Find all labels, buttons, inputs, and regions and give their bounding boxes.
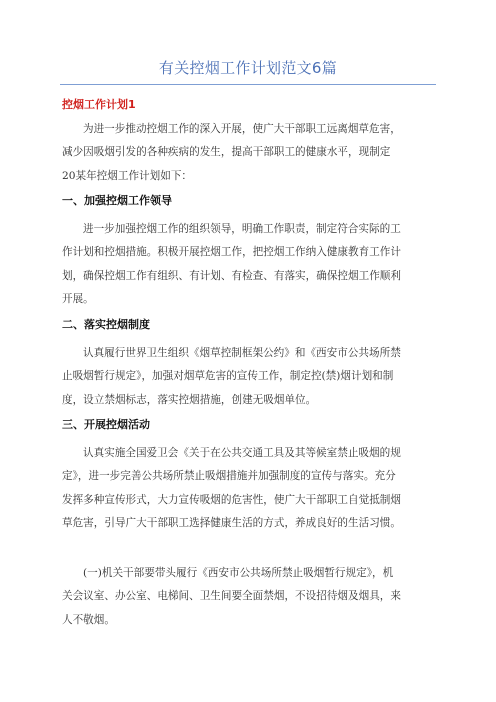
paragraph-line: 进一步加强控烟工作的组织领导，明确工作职责，制定符合实际的工 bbox=[83, 223, 401, 235]
paragraph-line: 作计划和控烟措施。积极开展控烟工作，把控烟工作纳入健康教育工作计 bbox=[62, 246, 401, 259]
page-title: 有关控烟工作计划范文6篇 bbox=[158, 59, 338, 77]
paragraph-line: 认真实施全国爱卫会《关于在公共交通工具及其等候室禁止吸烟的规 bbox=[83, 447, 401, 459]
paragraph-line: 人不敬烟。 bbox=[62, 613, 115, 626]
section-heading-3: 三、开展控烟活动 bbox=[62, 418, 150, 431]
paragraph-line: 认真履行世界卫生组织《烟草控制框架公约》和《西安市公共场所禁 bbox=[83, 347, 401, 359]
paragraph-line: 定》，进一步完善公共场所禁止吸烟措施并加强制度的宣传与落实。充分 bbox=[62, 470, 396, 483]
paragraph-line: 为进一步推动控烟工作的深入开展，使广大干部职工远离烟草危害， bbox=[83, 123, 401, 135]
title-underline bbox=[60, 84, 436, 85]
plan-heading: 控烟工作计划1 bbox=[62, 98, 136, 111]
paragraph-line: 发挥多种宣传形式，大力宣传吸烟的危害性，使广大干部职工自觉抵制烟 bbox=[62, 493, 401, 506]
section-heading-1: 一、加强控烟工作领导 bbox=[62, 194, 172, 207]
paragraph-line: (一)机关干部要带头履行《西安市公共场所禁止吸烟暂行规定》，机 bbox=[83, 567, 394, 579]
paragraph-line: 关会议室、办公室、电梯间、卫生间要全面禁烟，不设招待烟及烟具，来 bbox=[62, 590, 401, 603]
intro-paragraph bbox=[62, 118, 440, 188]
paragraph-line: 减少因吸烟引发的各种疾病的发生，提高干部职工的健康水平，现制定 bbox=[62, 146, 391, 159]
section-2-paragraph bbox=[62, 342, 440, 412]
sub-item-paragraph bbox=[62, 562, 440, 632]
section-3-paragraph bbox=[62, 442, 440, 536]
section-heading-2: 二、落实控烟制度 bbox=[62, 318, 150, 331]
paragraph-line: 20某年控烟工作计划如下： bbox=[62, 169, 193, 182]
section-1-paragraph bbox=[62, 218, 440, 312]
paragraph-line: 止吸烟暂行规定》，加强对烟草危害的宣传工作，制定控(禁)烟计划和制 bbox=[62, 370, 394, 383]
paragraph-line: 开展。 bbox=[62, 293, 94, 306]
paragraph-line: 度，设立禁烟标志，落实控烟措施，创建无吸烟单位。 bbox=[62, 393, 317, 406]
paragraph-line: 划，确保控烟工作有组织、有计划、有检查、有落实，确保控烟工作顺利 bbox=[62, 269, 401, 282]
paragraph-line: 草危害，引导广大干部职工选择健康生活的方式，养成良好的生活习惯。 bbox=[62, 517, 401, 530]
